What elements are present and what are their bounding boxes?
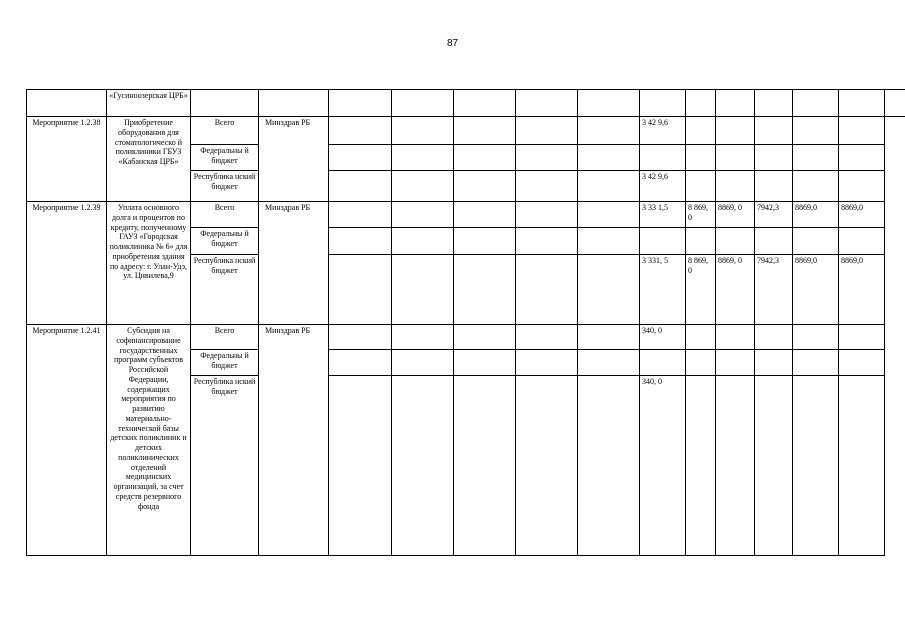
value-cell: [454, 202, 516, 228]
value-cell: [686, 171, 716, 202]
value-cell: [516, 202, 578, 228]
page-number: 87: [446, 38, 459, 49]
value-cell: [716, 145, 755, 171]
value-cell: [392, 376, 454, 556]
value-cell: [329, 325, 392, 350]
value-cell: [516, 325, 578, 350]
value-cell: [686, 117, 716, 145]
funding-source-cell: Федеральны й бюджет: [191, 145, 259, 171]
value-cell: [793, 117, 839, 145]
value-cell: 3 33 1,5: [640, 202, 686, 228]
funding-source-cell: Всего: [191, 117, 259, 145]
funding-source-cell: Федеральны й бюджет: [191, 228, 259, 255]
funding-source-cell: Республика нский бюджет: [191, 255, 259, 325]
value-cell: [793, 325, 839, 350]
event-label-cell: Мероприятие 1.2.39: [27, 202, 107, 325]
continued-name-cell: «Гусиноозерская ЦРБ»: [107, 90, 191, 117]
event-name-cell: Уплата основного долга и процентов по кредиту, полученному ГАУЗ «Городская поликлиника № 6» для приобретения здания по адресу: г. Улан-Удэ, ул. Цивилева,9: [107, 202, 191, 325]
value-cell: [686, 325, 716, 350]
table-row: [27, 202, 905, 228]
value-cell: [454, 117, 516, 145]
table-row: [27, 325, 905, 350]
value-cell: [578, 117, 640, 145]
value-cell: [454, 350, 516, 376]
value-cell: [329, 376, 392, 556]
table-row: [27, 90, 905, 117]
value-cell: [392, 202, 454, 228]
value-cell: [793, 171, 839, 202]
executor-cell: Минздрав РБ: [259, 202, 329, 325]
funding-source-cell: Всего: [191, 325, 259, 350]
value-cell: [516, 228, 578, 255]
budget-table: [26, 89, 905, 556]
value-cell: [686, 228, 716, 255]
value-cell: [454, 171, 516, 202]
value-cell: [686, 145, 716, 171]
value-cell: 8869,0: [839, 255, 885, 325]
value-cell: 8869, 0: [716, 255, 755, 325]
value-cell: 340, 0: [640, 325, 686, 350]
table-row: [27, 117, 905, 145]
value-cell: [516, 376, 578, 556]
value-cell: [578, 171, 640, 202]
value-cell: [516, 145, 578, 171]
value-cell: [392, 325, 454, 350]
value-cell: [454, 255, 516, 325]
value-cell: [755, 171, 793, 202]
funding-source-cell: Федеральны й бюджет: [191, 350, 259, 376]
value-cell: [755, 117, 793, 145]
value-cell: 8869,0: [839, 202, 885, 228]
value-cell: [839, 117, 885, 145]
value-cell: [716, 376, 755, 556]
value-cell: [578, 202, 640, 228]
value-cell: [454, 228, 516, 255]
value-cell: [686, 376, 716, 556]
value-cell: [640, 145, 686, 171]
value-cell: [392, 228, 454, 255]
value-cell: [839, 171, 885, 202]
value-cell: [329, 228, 392, 255]
value-cell: [716, 171, 755, 202]
funding-source-cell: Республика нский бюджет: [191, 171, 259, 202]
value-cell: [329, 145, 392, 171]
funding-source-cell: Республика нский бюджет: [191, 376, 259, 556]
value-cell: [454, 325, 516, 350]
value-cell: [392, 117, 454, 145]
value-cell: [578, 325, 640, 350]
value-cell: [686, 350, 716, 376]
value-cell: [516, 350, 578, 376]
value-cell: 8869,0: [793, 202, 839, 228]
value-cell: [755, 350, 793, 376]
value-cell: [578, 145, 640, 171]
value-cell: 8 869, 0: [686, 202, 716, 228]
value-cell: 8869, 0: [716, 202, 755, 228]
value-cell: 8 869, 0: [686, 255, 716, 325]
value-cell: 3 42 9,6: [640, 171, 686, 202]
value-cell: [793, 228, 839, 255]
value-cell: [839, 325, 885, 350]
value-cell: [392, 350, 454, 376]
executor-cell: Минздрав РБ: [259, 325, 329, 556]
value-cell: [454, 376, 516, 556]
funding-source-cell: Всего: [191, 202, 259, 228]
value-cell: [578, 376, 640, 556]
value-cell: [392, 171, 454, 202]
value-cell: [392, 145, 454, 171]
value-cell: [329, 171, 392, 202]
value-cell: [716, 325, 755, 350]
value-cell: [329, 202, 392, 228]
value-cell: [640, 350, 686, 376]
event-name-cell: Субсидия на софинансирование государственных программ субъектов Российской Федерации, содержащих мероприятия по развитию материально-технической базы детских поликлиник и детских поликлинических отделений медицинских организаций, за счет средств резервного фонда: [107, 325, 191, 556]
value-cell: [716, 350, 755, 376]
value-cell: [578, 350, 640, 376]
value-cell: [516, 117, 578, 145]
value-cell: [839, 228, 885, 255]
value-cell: [793, 376, 839, 556]
value-cell: [578, 255, 640, 325]
value-cell: [839, 145, 885, 171]
value-cell: [716, 228, 755, 255]
event-name-cell: Приобретение оборудования для стоматологическо й поликлиники ГБУЗ «Кабанская ЦРБ»: [107, 117, 191, 202]
value-cell: [755, 145, 793, 171]
value-cell: [392, 255, 454, 325]
value-cell: [839, 350, 885, 376]
value-cell: [793, 145, 839, 171]
value-cell: 7942,3: [755, 202, 793, 228]
value-cell: [839, 376, 885, 556]
value-cell: [516, 171, 578, 202]
value-cell: 7942,3: [755, 255, 793, 325]
value-cell: [329, 117, 392, 145]
value-cell: [755, 325, 793, 350]
value-cell: [793, 350, 839, 376]
value-cell: [578, 228, 640, 255]
value-cell: [755, 376, 793, 556]
executor-cell: Минздрав РБ: [259, 117, 329, 202]
event-label-cell: Мероприятие 1.2.38: [27, 117, 107, 202]
value-cell: 3 42 9,6: [640, 117, 686, 145]
value-cell: [755, 228, 793, 255]
value-cell: [640, 228, 686, 255]
event-label-cell: Мероприятие 1.2.41: [27, 325, 107, 556]
value-cell: 3 331, 5: [640, 255, 686, 325]
value-cell: [716, 117, 755, 145]
value-cell: [516, 255, 578, 325]
value-cell: [329, 255, 392, 325]
value-cell: 340, 0: [640, 376, 686, 556]
value-cell: [329, 350, 392, 376]
value-cell: 8869,0: [793, 255, 839, 325]
value-cell: [454, 145, 516, 171]
